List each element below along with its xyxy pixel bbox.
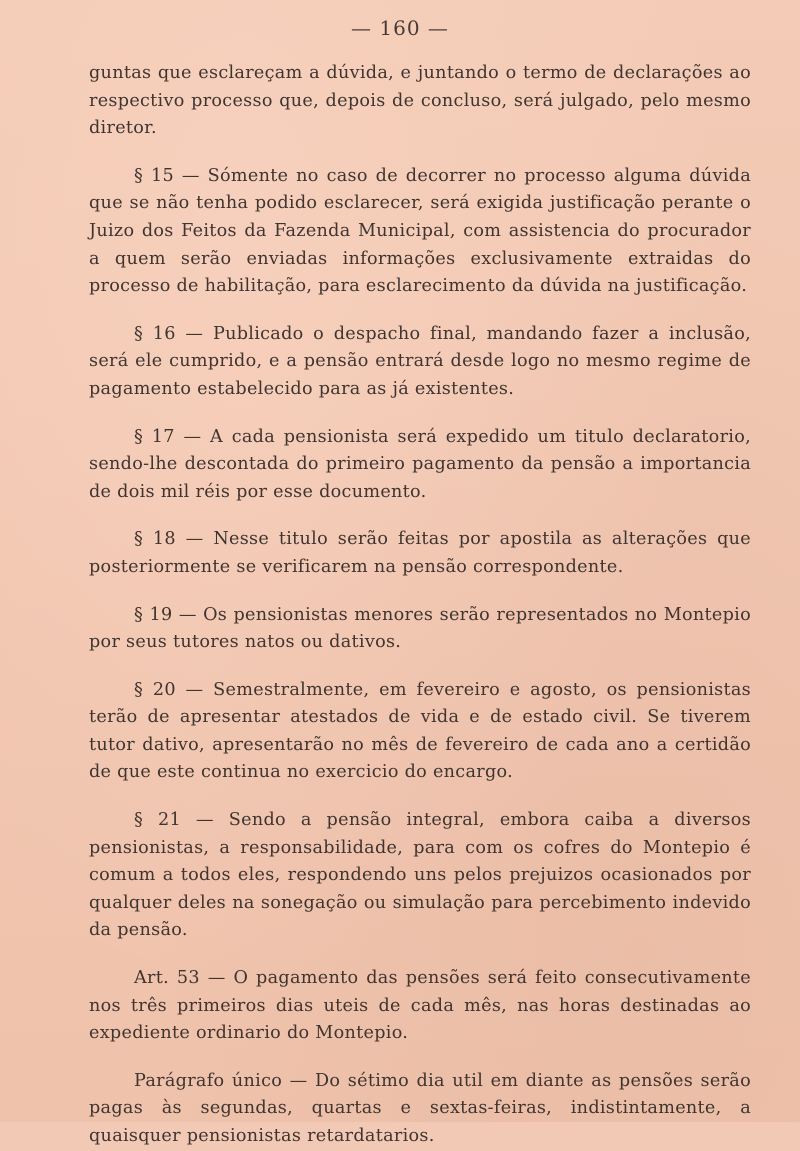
paragraph-section-16: § 16 — Publicado o despacho final, mandando fazer a inclusão, será ele cumprido, e a pensão entrará desde logo no mesmo regime de pagamento estabelecido para as já existentes. (89, 323, 751, 399)
document-body (89, 60, 751, 1151)
paragraph-section-21: § 21 — Sendo a pensão integral, embora caiba a diversos pensionistas, a responsabilidade, para com os cofres do Montepio é comum a todos eles, respondendo uns pelos prejuizos ocasionados por qualquer deles na sonegação ou simulação para percebimento indevido da pensão. (89, 810, 751, 941)
paragraph-article-53: Art. 53 — O pagamento das pensões será feito consecutivamente nos três primeiros dias uteis de cada mês, nas horas destinadas ao expediente ordinario do Montepio. (89, 968, 751, 1044)
paragraph-sole-paragraph: Parágrafo único — Do sétimo dia util em diante as pensões serão pagas às segundas, quartas e sextas-feiras, indistintamente, a quaisquer pensionistas retardatarios. (89, 1070, 751, 1146)
paragraph-continuation: guntas que esclareçam a dúvida, e juntando o termo de declarações ao respectivo processo que, depois de concluso, será julgado, pelo mesmo diretor. (89, 63, 751, 139)
paragraph-section-17: § 17 — A cada pensionista será expedido um titulo declaratorio, sendo-lhe descontada do primeiro pagamento da pensão a importancia de dois mil réis por esse documento. (89, 426, 751, 502)
paragraph-section-19: § 19 — Os pensionistas menores serão representados no Montepio por seus tutores natos ou dativos. (89, 604, 751, 653)
paragraph-section-18: § 18 — Nesse titulo serão feitas por apostila as alterações que posteriormente se verificarem na pensão correspondente. (89, 529, 751, 577)
page-number: — 160 — (351, 16, 449, 40)
paragraph-section-20: § 20 — Semestralmente, em fevereiro e agosto, os pensionistas terão de apresentar atestados de vida e de estado civil. Se tiverem tutor dativo, apresentarão no mês de fevereiro de cada ano a certidão de que este continua no exercicio do encargo. (89, 679, 751, 783)
paragraph-section-15: § 15 — Sómente no caso de decorrer no processo alguma dúvida que se não tenha podido esclarecer, será exigida justificação perante o Juizo dos Feitos da Fazenda Municipal, com assistencia do procurador a quem serão enviadas informações exclusivamente extraidas do processo de habilitação, para esclarecimento da dúvida na justificação. (89, 165, 751, 297)
